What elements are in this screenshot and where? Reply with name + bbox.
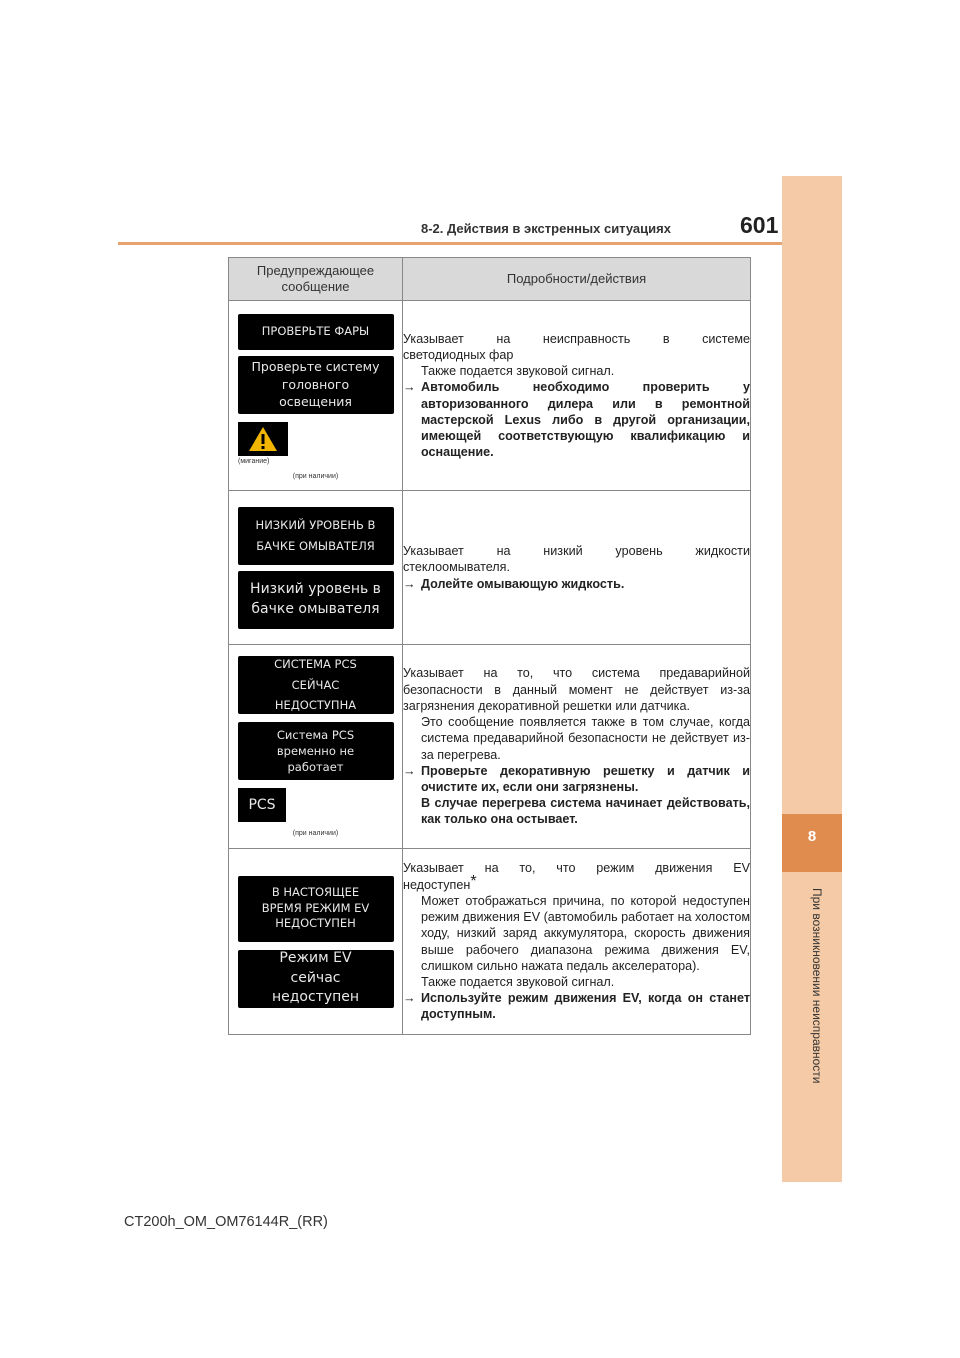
note-text: Это сообщение появляется также в том случае, когда система предаварийной безопасности не действует из-за перегрева. bbox=[421, 715, 750, 762]
message-images-cell bbox=[229, 491, 403, 645]
description-text: стеклоомывателя. bbox=[403, 560, 510, 575]
availability-note: (при наличии) bbox=[292, 830, 339, 837]
display-message: В НАСТОЯЩЕЕ ВРЕМЯ РЕЖИМ EV НЕДОСТУПЕН bbox=[238, 876, 394, 942]
section-title: 8-2. Действия в экстренных ситуациях bbox=[421, 221, 671, 236]
details-cell bbox=[403, 491, 751, 645]
note-text: Также подается звуковой сигнал. bbox=[421, 364, 615, 379]
arrow-right-icon: → bbox=[403, 380, 416, 395]
display-message: СИСТЕМА PCS СЕЙЧАС НЕДОСТУПНА bbox=[238, 656, 394, 714]
details-cell bbox=[403, 849, 751, 1035]
availability-note: (при наличии) bbox=[292, 472, 339, 480]
table-row bbox=[229, 849, 751, 1035]
header-rule bbox=[118, 242, 842, 245]
action-item: → Автомобиль необходимо проверить у авторизованного дилера или в ремонтной мастерской Lexus либо в другой организации, имеющей соответствующую квалификацию и оснащение. bbox=[403, 380, 750, 460]
message-images-cell bbox=[229, 301, 403, 491]
description-text: Указывает на неисправность в системе bbox=[403, 331, 750, 346]
description-text: Указывает на то, что система предаварийной безопасности в данный момент не действует из-за загрязнения декоративной решетки или датчика. bbox=[403, 666, 750, 713]
display-message: Низкий уровень в бачке омывателя bbox=[238, 571, 394, 629]
details-cell bbox=[403, 645, 751, 849]
chapter-number: 8 bbox=[807, 828, 817, 845]
display-message: Режим EV сейчас недоступен bbox=[238, 950, 394, 1008]
description-text: Указывает на то, что режим движения EV bbox=[403, 861, 750, 876]
arrow-right-icon: → bbox=[403, 763, 416, 778]
action-item: → Проверьте декоративную решетку и датчик и очистите их, если они загрязнены. bbox=[403, 763, 750, 794]
footnote-star: * bbox=[470, 872, 477, 890]
table-row bbox=[229, 301, 751, 491]
action-item: → Используйте режим движения EV, когда он станет доступным. bbox=[403, 991, 750, 1022]
document-code: CT200h_OM_OM76144R_(RR) bbox=[124, 1214, 328, 1230]
column-header-message: Предупреждающее сообщение bbox=[229, 258, 403, 301]
page-number: 601 bbox=[740, 212, 779, 238]
note-text: Также подается звуковой сигнал. bbox=[421, 974, 615, 989]
description-text: Указывает на низкий уровень жидкости bbox=[403, 544, 750, 559]
pcs-indicator-light: PCS bbox=[238, 788, 286, 822]
display-message: Проверьте систему головного освещения bbox=[238, 356, 394, 414]
arrow-right-icon: → bbox=[403, 991, 416, 1006]
details-cell bbox=[403, 301, 751, 491]
table-row bbox=[229, 645, 751, 849]
display-message: ПРОВЕРЬТЕ ФАРЫ bbox=[238, 314, 394, 350]
message-images-cell bbox=[229, 645, 403, 849]
arrow-right-icon: → bbox=[403, 576, 416, 591]
note-text: Может отображаться причина, по которой недоступен режим движения EV (автомобиль работает на холостом ходу, низкий заряд аккумулятора, скорость движения выше рабочего диапазона режима движения EV, слишком сильно нажата педаль акселератора). bbox=[421, 893, 751, 973]
blinking-caption: (мигание) bbox=[238, 457, 270, 465]
description-text: недоступен* bbox=[403, 872, 477, 892]
display-message: Система PCS временно не работает bbox=[238, 722, 394, 780]
column-header-details: Подробности/действия bbox=[403, 258, 751, 301]
warning-messages-table bbox=[228, 257, 751, 1035]
table-header-row bbox=[229, 258, 751, 301]
chapter-title: При возникновении неисправности bbox=[810, 888, 824, 1084]
action-item: → Долейте омывающую жидкость. bbox=[403, 576, 625, 591]
description-text: светодиодных фар bbox=[403, 347, 514, 362]
warning-triangle-icon bbox=[248, 425, 278, 453]
message-images-cell bbox=[229, 849, 403, 1035]
display-message: НИЗКИЙ УРОВЕНЬ В БАЧКЕ ОМЫВАТЕЛЯ bbox=[238, 507, 394, 565]
action-continuation: В случае перегрева система начинает действовать, как только она остывает. bbox=[421, 796, 750, 827]
warning-light bbox=[238, 422, 288, 456]
table-row bbox=[229, 491, 751, 645]
